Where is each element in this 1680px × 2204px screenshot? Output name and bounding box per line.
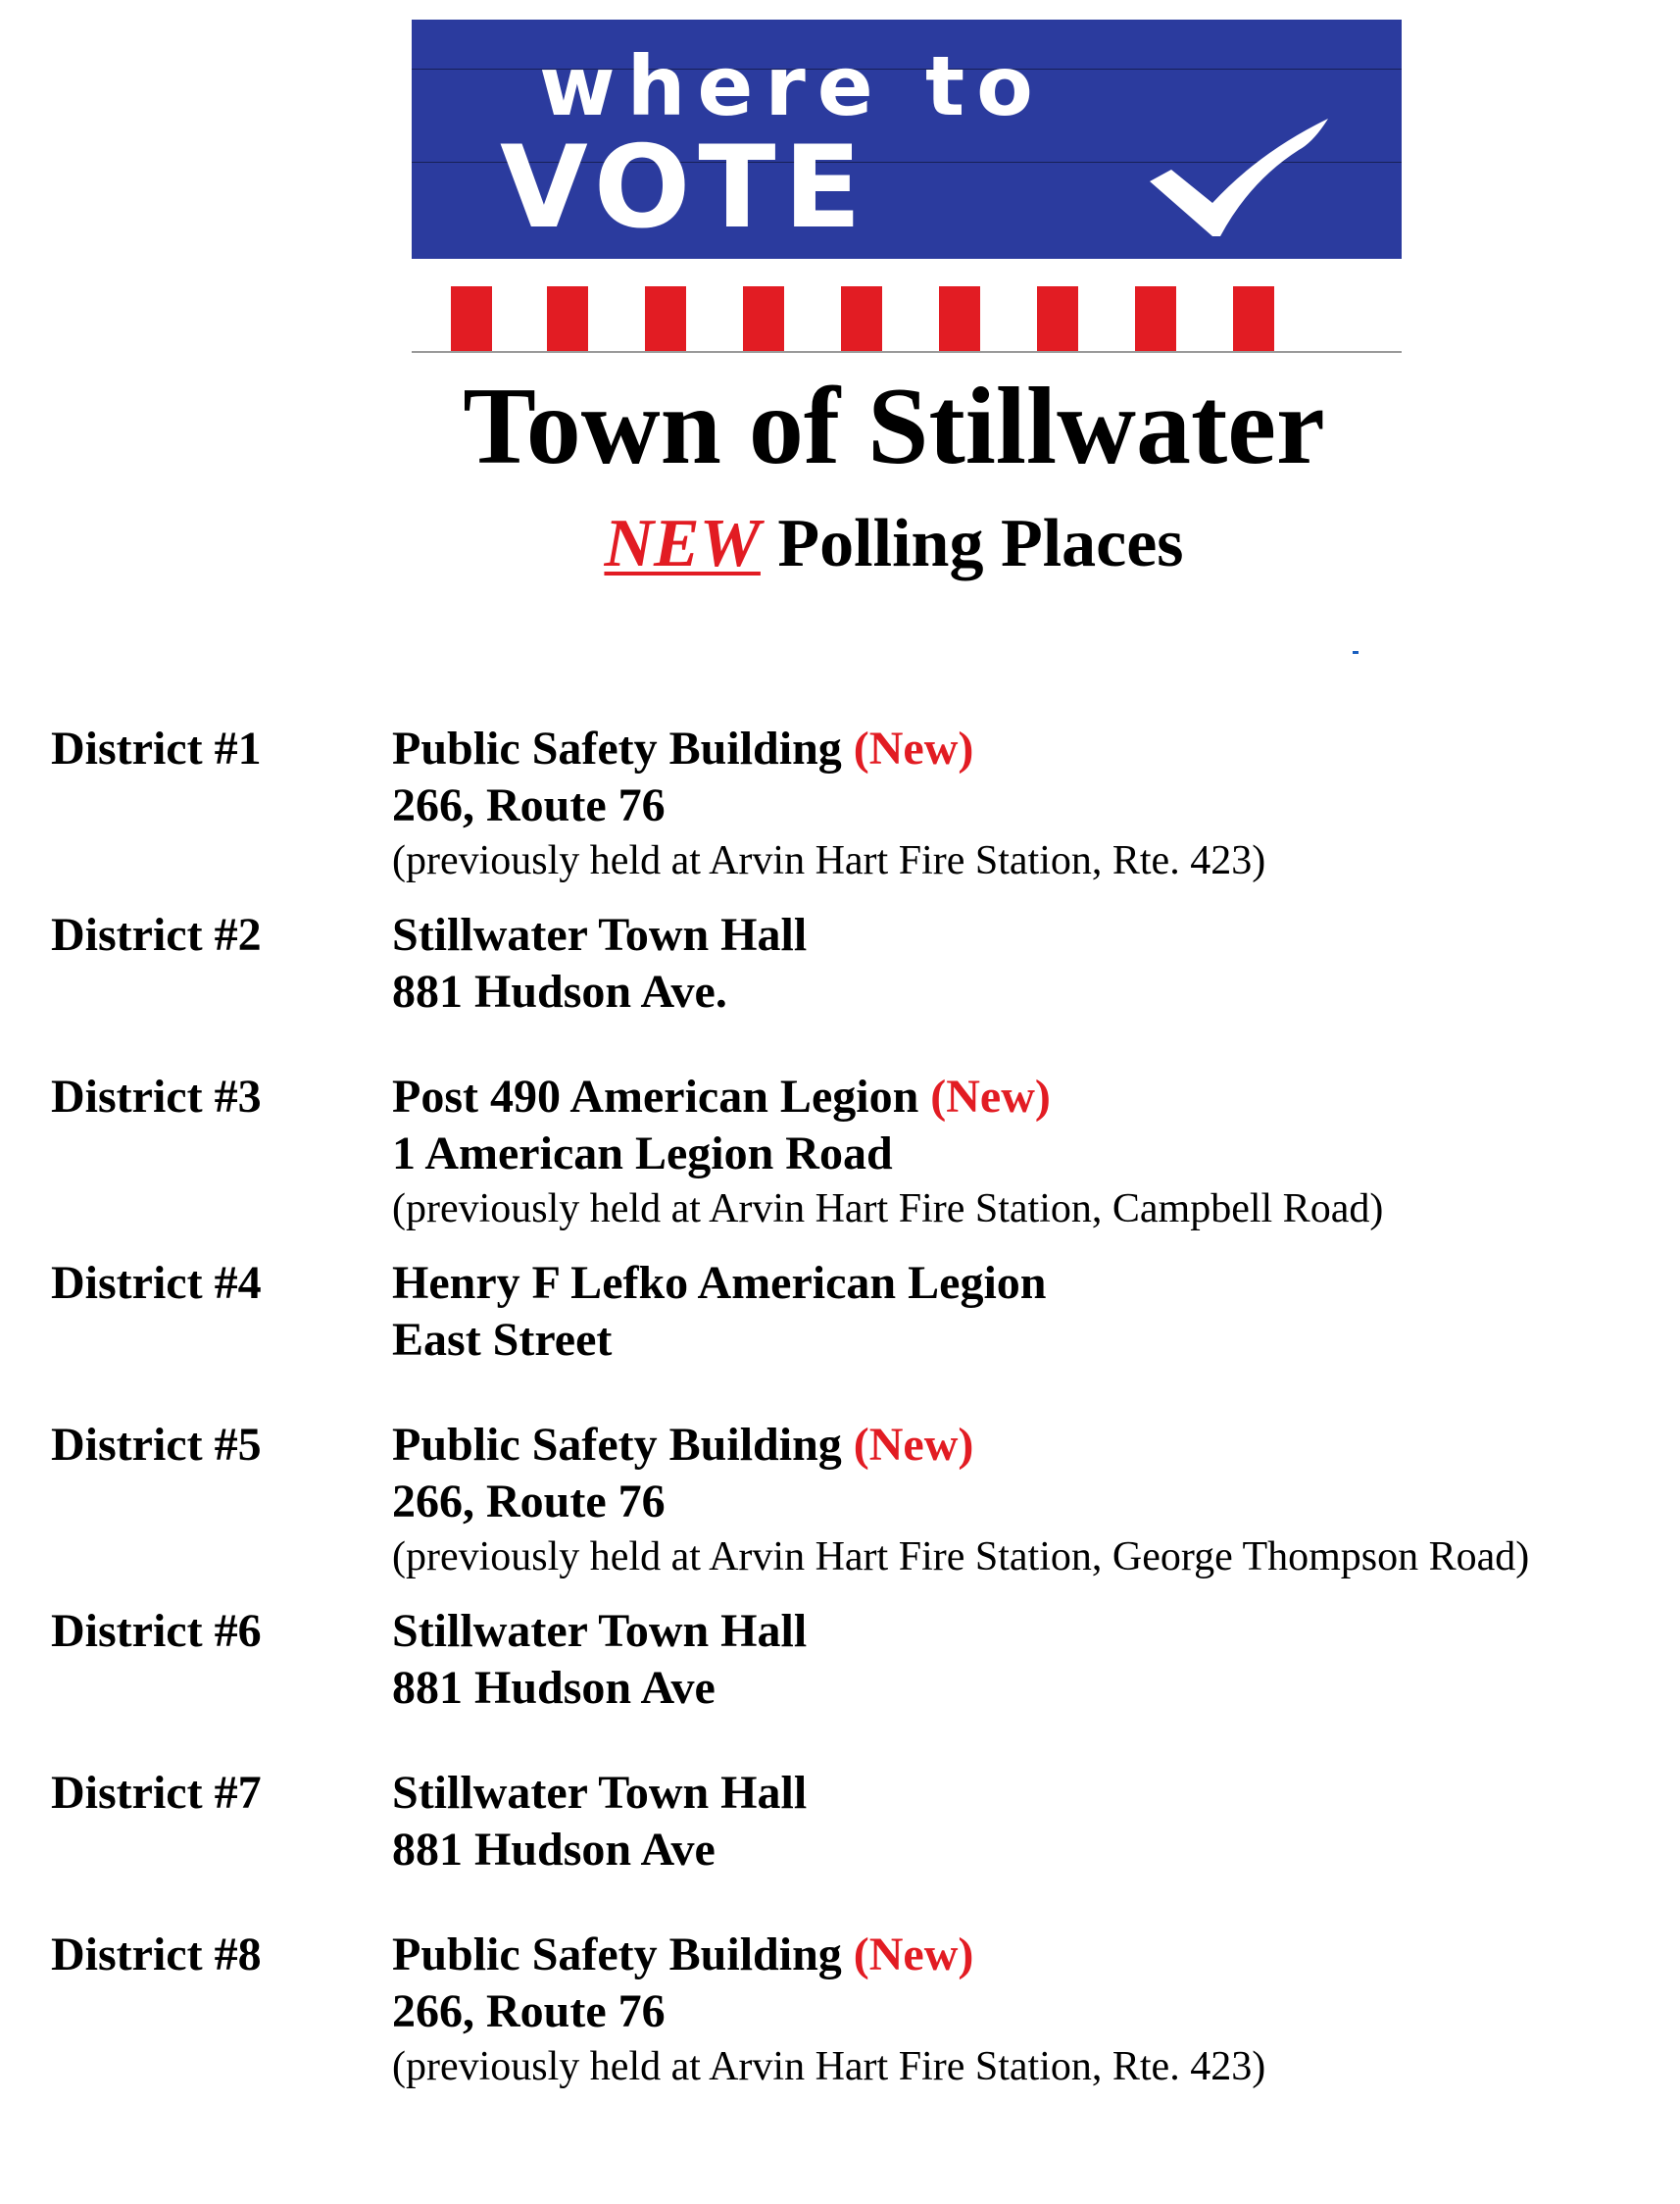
place-name [392,1255,1656,1312]
district-entry [51,1765,1658,1927]
red-stripe [743,286,784,351]
red-stripe [939,286,980,351]
red-stripe [1233,286,1274,351]
new-tag: (New) [853,1928,974,1980]
place-address: 881 Hudson Ave [392,1662,716,1714]
district-label: District #3 [51,1071,262,1123]
district-entry [51,907,1658,1069]
checkmark-icon [1142,113,1338,240]
stray-mark [1353,651,1359,654]
previous-location-note: (previously held at Arvin Hart Fire Station, Rte. 423) [392,838,1266,883]
district-entry [51,1603,1658,1765]
place-address: 266, Route 76 [392,1476,666,1528]
previous-location-note: (previously held at Arvin Hart Fire Station, Campbell Road) [392,1186,1384,1231]
district-location [392,1927,1656,2093]
red-stripe [1037,286,1078,351]
previous-location-note: (previously held at Arvin Hart Fire Station, George Thompson Road) [392,1534,1530,1579]
district-location [392,1417,1656,1583]
district-location [392,907,1656,1021]
where-to-vote-banner [412,20,1402,353]
district-location [392,721,1656,887]
new-tag: (New) [930,1071,1051,1123]
banner-line-where-to: where to [539,38,1045,134]
place-name-text: Post 490 American Legion [392,1071,919,1123]
subtitle-new-word: NEW [604,506,761,581]
district-label: District #5 [51,1419,262,1471]
red-stripe [547,286,588,351]
place-name-text: Stillwater Town Hall [392,1767,808,1819]
district-label: District #8 [51,1928,262,1980]
new-tag: (New) [853,1419,974,1471]
place-name-text: Stillwater Town Hall [392,1605,808,1657]
red-stripe [645,286,686,351]
district-label: District #2 [51,909,262,961]
place-address: 266, Route 76 [392,779,666,831]
red-stripe [1135,286,1176,351]
district-entry [51,1255,1658,1417]
previous-location-note: (previously held at Arvin Hart Fire Station, Rte. 423) [392,2044,1266,2089]
district-entry [51,1927,1658,2113]
banner-baseline [412,351,1402,353]
place-address: East Street [392,1314,613,1366]
place-name-text: Public Safety Building [392,1928,842,1980]
district-entry [51,1417,1658,1603]
district-location [392,1765,1656,1878]
place-name [392,907,1656,964]
banner-stripes [412,259,1402,351]
district-label: District #6 [51,1605,262,1657]
place-address: 1 American Legion Road [392,1127,893,1179]
place-address: 266, Route 76 [392,1985,666,2037]
district-label: District #4 [51,1257,262,1309]
red-stripe [841,286,882,351]
subtitle-rest: Polling Places [777,506,1184,581]
place-address: 881 Hudson Ave [392,1824,716,1876]
district-label: District #7 [51,1767,262,1819]
place-name [392,1603,1656,1660]
place-name [392,1069,1656,1126]
district-location [392,1603,1656,1717]
district-list [51,721,1658,2113]
banner-blue-panel [412,20,1402,259]
banner-line-vote: VOTE [500,122,869,254]
district-entry [51,721,1658,907]
district-location [392,1255,1656,1369]
place-name-text: Public Safety Building [392,1419,842,1471]
place-address: 881 Hudson Ave. [392,966,727,1018]
district-location [392,1069,1656,1235]
red-stripe [451,286,492,351]
place-name [392,1765,1656,1822]
page-subtitle [0,500,1680,588]
district-label: District #1 [51,723,262,775]
place-name [392,1417,1656,1474]
place-name-text: Henry F Lefko American Legion [392,1257,1047,1309]
place-name [392,721,1656,777]
place-name-text: Stillwater Town Hall [392,909,808,961]
district-entry [51,1069,1658,1255]
place-name-text: Public Safety Building [392,723,842,775]
page-title: Town of Stillwater [463,366,1325,487]
place-name [392,1927,1656,1983]
new-tag: (New) [853,723,974,775]
